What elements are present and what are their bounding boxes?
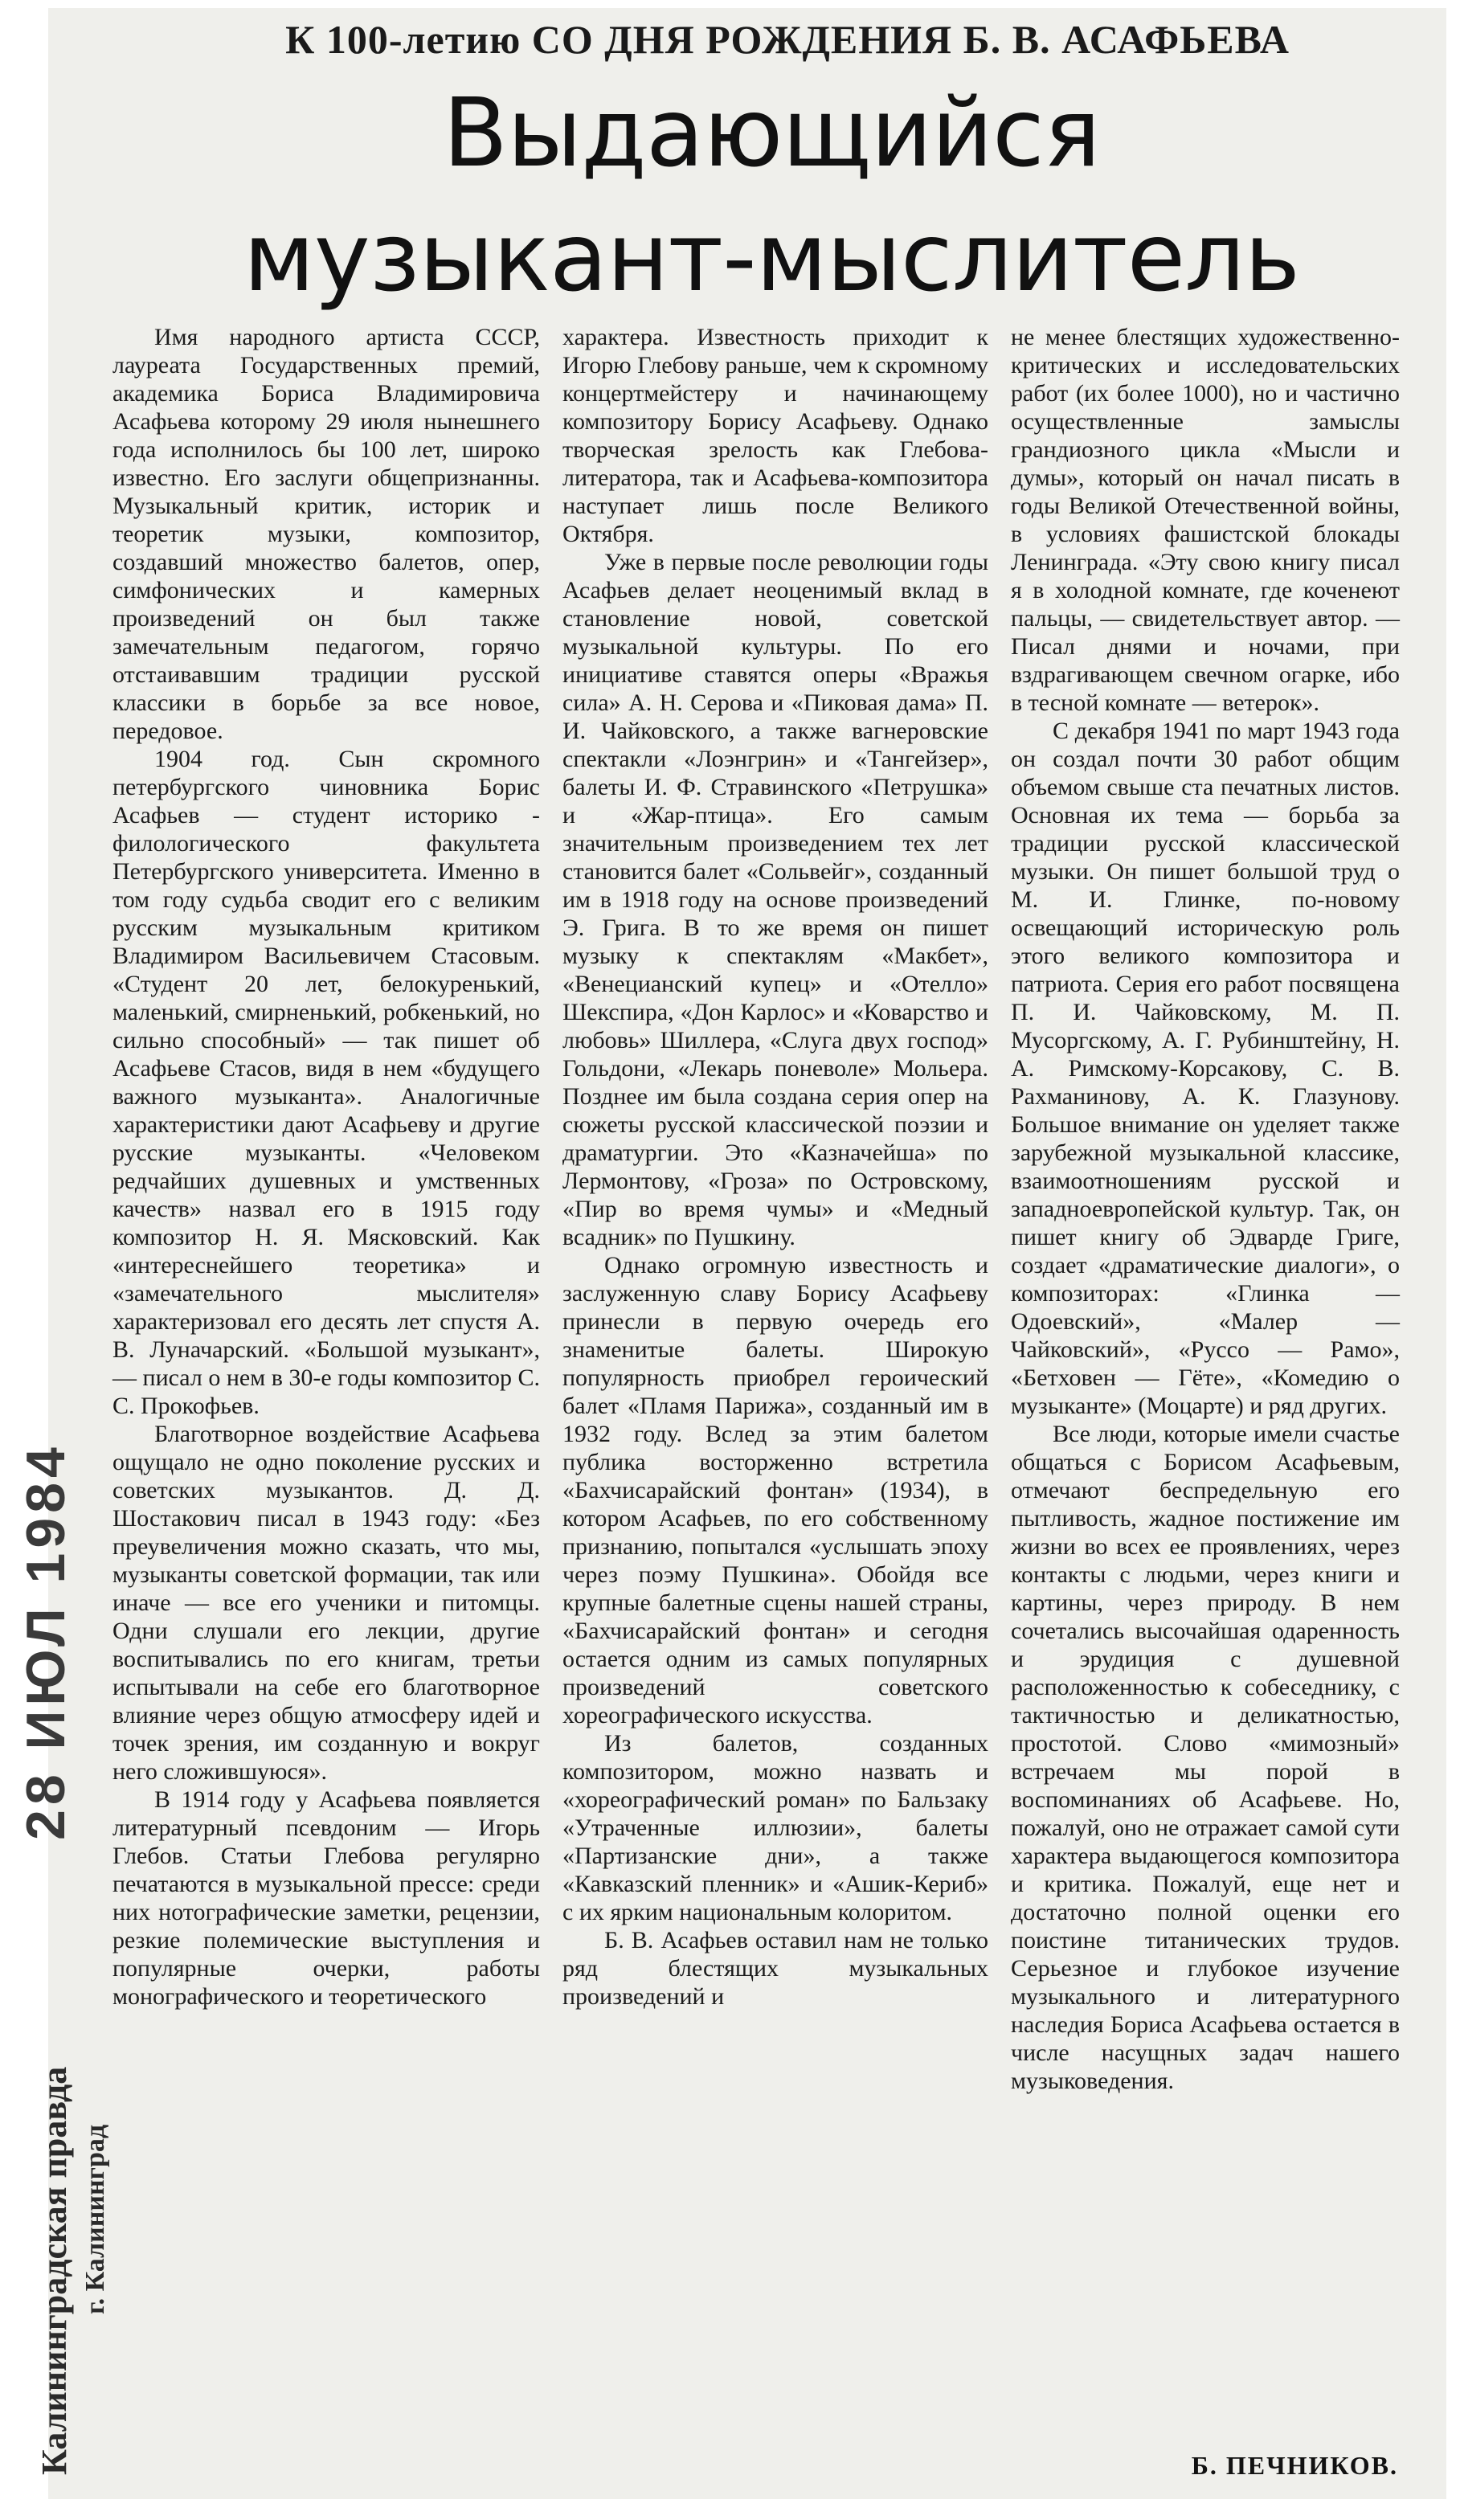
paragraph: не менее блестящих художественно-критических и исследовательских работ (их более 1000), но и частично осуществленные замыслы грандиозного цикла «Мысли и думы», который он начал писать в годы Великой Отечественной войны, в условиях фашистской блокады Ленинграда. «Эту свою книгу писал я в холодной комнате, где коченеют пальцы, — свидетельствует автор. — Писал днями и ночами, при вздрагивающем свечном огарке, ибо в тесной комнате — ветерок». <box>1011 324 1400 716</box>
paragraph: Уже в первые после революции годы Асафьев делает неоценимый вклад в становление новой, советской музыкальной культуры. По его инициативе ставятся оперы «Вражья сила» А. Н. Серова и «Пиковая дама» П. И. Чайковского, а также вагнеровские спектакли «Лоэнгрин» и «Тангейзер», балеты И. Ф. Стравинского «Петрушка» и «Жар-птица». Его самым значительным произведением тех лет становится балет «Сольвейг», созданный им в 1918 году на основе произведений Э. Грига. В то же время он пишет музыку к спектаклям «Макбет», «Венецианский купец» и «Отелло» Шекспира, «Дон Карлос» и «Коварство и любовь» Шиллера, «Слуга двух господ» Гольдони, «Лекарь поневоле» Мольера. Позднее им была создана серия опер на сюжеты русской классической поэзии и драматургии. Это «Казначейша» по Лермонтову, «Гроза» по Островскому, «Пир во время чумы» и «Медный всадник» по Пушкину. <box>562 549 988 1250</box>
paragraph: 1904 год. Сын скромного петербургского чиновника Борис Асафьев — студент историко - филологического факультета Петербургского университета. Именно в том году судьба сводит его с великим русским музыкальным критиком Владимиром Васильевичем Стасовым. «Студент 20 лет, белокуренький, маленький, смирненький, робкенький, но сильно способный» — так пишет об Асафьеве Стасов, видя в нем «будущего важного музыканта». Аналогичные характеристики дают Асафьеву и другие русские музыканты. «Человеком редчайших душевных и умственных качеств» назвал его в 1915 году композитор Н. Я. Мясковский. Как «интереснейшего теоретика» и «замечательного мыслителя» характеризовал его десять лет спустя А. В. Луначарский. «Большой музыкант», — писал о нем в 30-е годы композитор С. С. Прокофьев. <box>112 746 540 1419</box>
article-column-3 <box>1011 323 1400 2095</box>
date-stamp: 28 ИЮЛ 1984 <box>15 1442 76 1840</box>
article-column-1 <box>112 323 540 2011</box>
paragraph: Имя народного артиста СССР, лауреата Государственных премий, академика Бориса Владимировича Асафьева которому 29 июля нынешнего года исполнилось бы 100 лет, широко известно. Его заслуги общепризнанны. Музыкальный критик, историк и теоретик музыки, композитор, создавший множество балетов, опер, симфонических и камерных произведений он был также замечательным педагогом, горячо отстаивавшим традиции русской классики в борьбе за все новое, передовое. <box>112 324 540 744</box>
paragraph: характера. Известность приходит к Игорю Глебову раньше, чем к скромному концертмейстеру и начинающему композитору Борису Асафьеву. Однако творческая зрелость как Глебова-литератора, так и Асафьева-композитора наступает лишь после Великого Октября. <box>562 324 988 547</box>
paragraph: В 1914 году у Асафьева появляется литературный псевдоним — Игорь Глебов. Статьи Глебова регулярно печатаются в музыкальной прессе: среди них нотографические заметки, рецензии, резкие полемические выступления и популярные очерки, работы монографического и теоретического <box>112 1786 540 2010</box>
newspaper-name: Калининградская правда <box>35 2066 74 2475</box>
headline-line-1: Выдающийся <box>443 77 1100 188</box>
paragraph: Б. В. Асафьев оставил нам не только ряд блестящих музыкальных произведений и <box>562 1927 988 2010</box>
city-name: г. Калининград <box>80 2124 110 2314</box>
paragraph: Благотворное воздействие Асафьева ощущало не одно поколение русских и советских музыкантов. Д. Д. Шостакович писал в 1943 году: «Без преувеличения можно сказать, что мы, музыканты советской формации, так или иначе — все его ученики и питомцы. Одни слушали его лекции, другие воспитывались по его книгам, третьи испытывали на себе его благотворное влияние через общую атмосферу идей и точек зрения, им созданную и вокруг него сложившуюся». <box>112 1421 540 1785</box>
rubric: К 100-летию СО ДНЯ РОЖДЕНИЯ Б. В. АСАФЬЕВА <box>285 17 1290 62</box>
paragraph: Из балетов, созданных композитором, можно назвать и «хореографический роман» по Бальзаку «Утраченные иллюзии», балеты «Партизанские дни», а также «Кавказский пленник» и «Ашик-Кериб» с их ярким национальным колоритом. <box>562 1730 988 1925</box>
paragraph: Все люди, которые имели счастье общаться с Борисом Асафьевым, отмечают беспредельную его пытливость, жадное постижение им жизни во всех ее проявлениях, через контакты с людьми, через книги и картины, через природу. В нем сочетались высочайшая одаренность и эрудиция с душевной расположенностью к собеседнику, с тактичностью и деликатностью, простотой. Слово «мимозный» встречаем мы порой в воспоминаниях об Асафьеве. Но, пожалуй, оно не отражает самой сути характера выдающегося композитора и критика. Пожалуй, еще нет и достаточно полной оценки его поистине титанических трудов. Серьезное и глубокое изучение музыкального и литературного наследия Бориса Асафьева остается в числе насущных задач нашего музыковедения. <box>1011 1421 1400 2094</box>
paragraph: С декабря 1941 по март 1943 года он создал почти 30 работ общим объемом свыше ста печатных листов. Основная их тема — борьба за традиции русской классической музыки. Он пишет большой труд о М. И. Глинке, по-новому освещающий историческую роль этого великого композитора и патриота. Серия его работ посвящена П. И. Чайковскому, М. П. Мусоргскому, А. Г. Рубинштейну, Н. А. Римскому-Корсакову, С. В. Рахманинову, А. К. Глазунову. Большое внимание он уделяет также зарубежной музыкальной классике, взаимоотношениям русской и западноевропейской культур. Так, он пишет книгу об Эдварде Григе, создает «драматические диалоги», о композиторах: «Глинка — Одоевский», «Малер — Чайковский», «Руссо — Рамо», «Бетховен — Гёте», «Комедию о музыканте» (Моцарте) и ряд других. <box>1011 718 1400 1419</box>
headline-line-2: музыкант-мыслитель <box>243 202 1300 313</box>
author-signature: Б. ПЕЧНИКОВ. <box>1191 2451 1398 2480</box>
article-column-2 <box>562 323 988 2011</box>
paragraph: Однако огромную известность и заслуженную славу Борису Асафьеву принесли в первую очередь его знаменитые балеты. Широкую популярность приобрел героический балет «Пламя Парижа», созданный им в 1932 году. Вслед за этим балетом публика восторженно встретила «Бахчисарайский фонтан» (1934), в котором Асафьев, по его собственному признанию, попытался «услышать эпоху через поэму Пушкина». Обойдя все крупные балетные сцены нашей страны, «Бахчисарайский фонтан» и сегодня остается одним из самых популярных произведений советского хореографического искусства. <box>562 1252 988 1728</box>
